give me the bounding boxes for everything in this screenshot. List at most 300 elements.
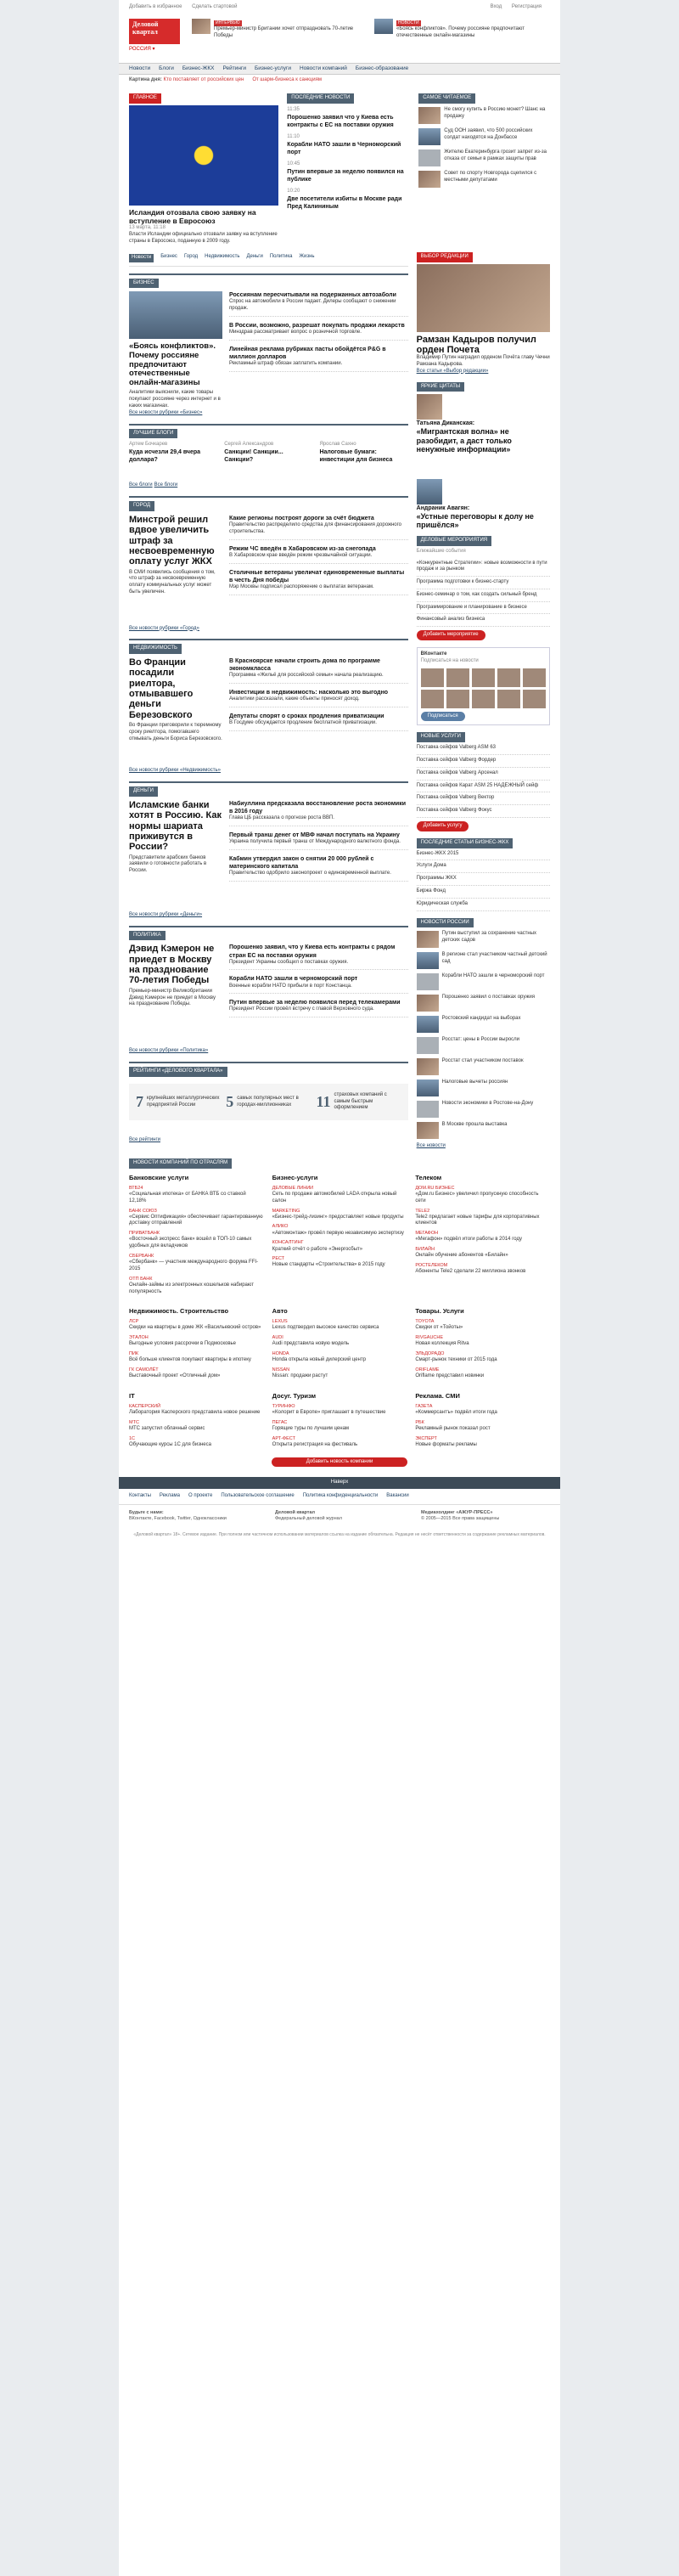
event-item[interactable]: «Конкурентные Стратегии»: новые возможности в пути продаж и за рынком bbox=[417, 558, 550, 578]
service-item[interactable]: Поставка сейфов Valberg Вектор bbox=[417, 792, 550, 805]
news-title: Депутаты спорят о сроках продления приватизации bbox=[229, 713, 384, 720]
feature-article[interactable] bbox=[129, 291, 222, 410]
news-item[interactable] bbox=[229, 800, 408, 826]
company-news-item[interactable] bbox=[129, 1367, 264, 1380]
section-tag: БИЗНЕС bbox=[129, 279, 159, 289]
section-tag: ДЕНЬГИ bbox=[129, 786, 158, 797]
news-text: Корабли НАТО зашли в черноморский порт bbox=[441, 973, 545, 979]
tab-realty[interactable]: Недвижимость bbox=[205, 253, 240, 259]
news-item[interactable] bbox=[229, 291, 408, 317]
company-news-item[interactable] bbox=[415, 1263, 550, 1276]
russia-news-item[interactable] bbox=[417, 1058, 550, 1075]
news-text: Минздрав рассматривает вопрос о розничной торговле. bbox=[229, 330, 362, 335]
company-news-item[interactable] bbox=[415, 1351, 550, 1364]
feature-title: «Боясь конфликтов». Почему россияне предпочитают отечественные онлайн-магазины bbox=[129, 341, 216, 387]
company-news-item[interactable] bbox=[415, 1436, 550, 1449]
nav-item-ratings[interactable]: Рейтинги bbox=[222, 65, 246, 71]
feature-article[interactable] bbox=[129, 657, 222, 742]
service-item[interactable]: Поставка сейфов Карат ASM 25 НАДЕЖНЫЙ сейф bbox=[417, 781, 550, 793]
article-item[interactable]: Бизнес-ЖКХ 2015 bbox=[417, 848, 550, 861]
more-link[interactable]: Все новости bbox=[416, 1143, 446, 1149]
company-news-column bbox=[415, 1392, 550, 1452]
popular-item[interactable] bbox=[418, 171, 550, 188]
news-title: Режим ЧС введён в Хабаровском из-за снегопада bbox=[229, 545, 376, 552]
latest-news bbox=[287, 93, 410, 245]
news-text: Порошенко заявил о поставках оружия bbox=[441, 995, 536, 1001]
blog-title: Налоговые бумаги: инвестиции для бизнеса bbox=[319, 449, 393, 464]
news-item[interactable] bbox=[229, 569, 408, 595]
footer-info-title: Будьте с нами: bbox=[129, 1509, 164, 1515]
company-news-item[interactable] bbox=[415, 1420, 550, 1433]
news-title: Линейная реклама рубриках пасты обойдётся P&G в миллион долларов bbox=[229, 346, 386, 360]
company-news-column bbox=[129, 1174, 264, 1299]
politics-section bbox=[129, 926, 408, 1055]
company-news-item[interactable] bbox=[272, 1335, 407, 1348]
avatar[interactable] bbox=[421, 668, 444, 687]
company-news-text: Новые форматы рекламы bbox=[415, 1441, 477, 1447]
all-blogs-link[interactable]: Все блоги bbox=[129, 482, 153, 488]
russia-news-item[interactable] bbox=[417, 1122, 550, 1139]
add-event-button[interactable]: Добавить мероприятие bbox=[417, 630, 485, 640]
section-tag: ДЕЛОВЫЕ МЕРОПРИЯТИЯ bbox=[417, 536, 491, 546]
subnav-link[interactable]: От шарм-бизнеса к санкциям bbox=[252, 77, 322, 82]
feature-article[interactable] bbox=[129, 515, 222, 600]
company-news-item[interactable] bbox=[129, 1209, 264, 1228]
footer-link[interactable]: Контакты bbox=[129, 1493, 151, 1499]
news-item[interactable] bbox=[229, 944, 408, 970]
nav-item-education[interactable]: Бизнес-образование bbox=[355, 65, 409, 71]
news-text: Спрос на автомобили в России падает. Дилеры сообщают о снижении продаж. bbox=[229, 299, 396, 312]
company-news-text: Nissan: продажи растут bbox=[272, 1373, 328, 1379]
editors-image[interactable] bbox=[417, 264, 550, 332]
news-item[interactable] bbox=[229, 975, 408, 994]
news-item[interactable] bbox=[229, 831, 408, 850]
popular-text: Суд ООН заявил, что 500 российских солдат находятся на Донбассе bbox=[444, 127, 533, 140]
back-to-top[interactable]: Наверх bbox=[119, 1477, 560, 1489]
legal-text: «Деловой квартал» 18+. Сетевое издание. При полном или частичном использовании материалов ссылка на издание обязательна. Редакция не несёт ответственности за содержание рекламных материалов. bbox=[133, 1532, 546, 1538]
money-section bbox=[129, 781, 408, 918]
company-news-item[interactable] bbox=[272, 1319, 407, 1332]
avatar[interactable] bbox=[497, 668, 520, 687]
company-news-text: Абоненты Tele2 сделали 22 миллиона звонков bbox=[415, 1269, 526, 1275]
feature-title: Дэвид Кэмерон не приедет в Москву на празднование 70-летия Победы bbox=[129, 944, 215, 986]
item-title: Путин впервые за неделю появился на публике bbox=[287, 168, 404, 183]
company-news-item[interactable] bbox=[272, 1420, 407, 1433]
region-selector[interactable]: РОССИЯ ▾ bbox=[129, 47, 155, 52]
company-news-item[interactable] bbox=[272, 1256, 407, 1269]
section-tag: НОВЫЕ УСЛУГИ bbox=[417, 732, 465, 742]
company-news-column bbox=[272, 1392, 407, 1452]
company-name: АЛИКО bbox=[272, 1224, 289, 1230]
company-news-item[interactable] bbox=[129, 1420, 264, 1433]
all-ratings-link[interactable]: Все рейтинги bbox=[129, 1137, 160, 1143]
footer-link[interactable]: Политика конфиденциальности bbox=[302, 1493, 379, 1499]
company-name: ГАЗЕТА bbox=[415, 1403, 433, 1409]
company-name: ЭТАЛОН bbox=[129, 1335, 149, 1341]
blog-item[interactable] bbox=[319, 442, 407, 464]
company-news-item[interactable] bbox=[129, 1277, 264, 1296]
news-text: Президент Украины сообщил о поставках оружия. bbox=[229, 959, 349, 965]
news-item[interactable] bbox=[229, 999, 408, 1017]
company-news-category[interactable]: Банковские услуги bbox=[129, 1174, 189, 1182]
item-time: 10:45 bbox=[287, 161, 300, 166]
russia-news-item[interactable] bbox=[417, 1016, 550, 1033]
vk-subscribe-button[interactable]: Подписаться bbox=[421, 712, 465, 722]
news-thumbnail bbox=[192, 19, 210, 34]
company-news-category[interactable]: Бизнес-услуги bbox=[272, 1174, 318, 1182]
service-item[interactable]: Поставка сейфов Valberg Фордер bbox=[417, 755, 550, 768]
avatar[interactable] bbox=[497, 690, 520, 708]
company-news-category[interactable]: Товары. Услуги bbox=[415, 1307, 464, 1316]
service-item[interactable]: Поставка сейфов Valberg Фокус bbox=[417, 805, 550, 818]
news-title: Первый транш денег от МВФ начал поступать на Украину bbox=[229, 832, 400, 838]
company-news-item[interactable] bbox=[415, 1247, 550, 1260]
vk-title: ВКонтакте bbox=[420, 651, 447, 657]
more-link[interactable]: Все новости рубрики «Город» bbox=[129, 625, 199, 631]
tab-business[interactable]: Бизнес bbox=[160, 253, 177, 259]
tab-politics[interactable]: Политика bbox=[269, 253, 293, 259]
company-news-item[interactable] bbox=[272, 1436, 407, 1449]
item-time: 10:20 bbox=[287, 188, 300, 194]
news-title: Столичные ветераны увеличат единовременные выплаты в честь Дня победы bbox=[229, 569, 405, 583]
popular-text: Не смогу купить в Россию монет? Шанс на продажу bbox=[444, 106, 546, 119]
hero-title[interactable]: Исландия отозвала свою заявку на вступление в Евросоюз bbox=[129, 207, 256, 225]
news-item[interactable] bbox=[229, 515, 408, 540]
company-news-item[interactable] bbox=[415, 1231, 550, 1243]
footer-link[interactable]: О проекте bbox=[188, 1493, 213, 1499]
site-header bbox=[119, 15, 560, 63]
russia-news-box bbox=[417, 918, 550, 1151]
company-news-item[interactable] bbox=[415, 1367, 550, 1380]
news-title: Кабмин утвердил закон о снятии 20 000 рублей с материнского капитала bbox=[229, 855, 374, 870]
russia-news-item[interactable] bbox=[417, 1101, 550, 1118]
company-news-text: Обучающие курсы 1С для бизнеса bbox=[129, 1441, 211, 1447]
company-name: 1С bbox=[129, 1435, 136, 1441]
russia-news-item[interactable] bbox=[417, 973, 550, 990]
section-tag: НОВОСТИ РОССИИ bbox=[417, 918, 474, 928]
content-row bbox=[119, 245, 560, 1151]
add-company-news-button[interactable]: Добавить новость компании bbox=[272, 1457, 407, 1468]
subnav-link[interactable]: Кто поставляет от российских цен bbox=[163, 77, 244, 82]
quote-author: Татьяна Диканская: bbox=[416, 420, 475, 427]
favorite-link[interactable]: Добавить в избранное bbox=[129, 4, 182, 10]
nav-item-news[interactable]: Новости bbox=[129, 65, 151, 71]
avatar[interactable] bbox=[446, 668, 469, 687]
company-news-text: Honda открыла новый дилерский центр bbox=[272, 1357, 367, 1363]
company-name: ПИК bbox=[129, 1351, 139, 1357]
news-item[interactable] bbox=[229, 346, 408, 372]
company-news-item[interactable] bbox=[129, 1319, 264, 1332]
event-item[interactable]: Программа подготовки к бизнес-старту bbox=[417, 577, 550, 589]
quote-avatar bbox=[417, 479, 442, 504]
news-item[interactable] bbox=[229, 689, 408, 707]
news-text: Росстат: цены в России выросли bbox=[441, 1037, 520, 1043]
news-title: Набиуллина предсказала восстановление роста экономики в 2016 году bbox=[229, 801, 407, 815]
company-news-item[interactable] bbox=[272, 1404, 407, 1417]
blog-author: Артем Бочкарев bbox=[129, 442, 168, 448]
popular-text: Жителю Екатеринбурга грозит запрет из-за отказа от семьи в рамках защиты прав bbox=[444, 149, 547, 161]
popular-item[interactable] bbox=[418, 128, 550, 145]
company-news-text: Lexus подтвердил высокое качество сервиса bbox=[272, 1325, 379, 1331]
blog-title: Куда исчезли 29,4 вчера доллара? bbox=[129, 449, 201, 464]
company-name: БАНК СОЮЗ bbox=[129, 1208, 157, 1214]
news-list bbox=[229, 657, 408, 742]
feature-image bbox=[129, 291, 222, 339]
more-link[interactable]: Все новости рубрики «Недвижимость» bbox=[129, 768, 221, 774]
realty-section bbox=[129, 639, 408, 775]
company-news-category[interactable]: Авто bbox=[272, 1307, 288, 1316]
avatar[interactable] bbox=[472, 668, 495, 687]
more-link[interactable]: Все новости рубрики «Политика» bbox=[129, 1048, 209, 1054]
company-news-item[interactable] bbox=[129, 1351, 264, 1364]
tab-money[interactable]: Деньги bbox=[246, 253, 263, 259]
item-time: 11:10 bbox=[287, 133, 300, 139]
page bbox=[119, 0, 560, 2576]
company-news-item[interactable] bbox=[272, 1186, 407, 1205]
company-news-text: «Коммерсантъ» подвёл итоги года bbox=[415, 1409, 497, 1415]
news-title: В России, возможно, разрешат покупать продажи лекарств bbox=[229, 323, 405, 329]
news-title: Корабли НАТО зашли в черноморский порт bbox=[229, 976, 358, 983]
company-news-text: Лаборатория Касперского представила новое решение bbox=[129, 1409, 261, 1415]
company-news-item[interactable] bbox=[129, 1436, 264, 1449]
latest-item[interactable] bbox=[287, 134, 410, 156]
add-service-button[interactable]: Добавить услугу bbox=[417, 821, 469, 831]
company-news-item[interactable] bbox=[129, 1254, 264, 1273]
latest-item[interactable] bbox=[287, 189, 410, 211]
section-tag: ЛУЧШИЕ БЛОГИ bbox=[129, 429, 177, 439]
rating-number: 5 bbox=[226, 1092, 234, 1110]
news-title: Инвестиции в недвижимость: насколько это выгодно bbox=[229, 690, 389, 696]
latest-tag: ПОСЛЕДНИЕ НОВОСТИ bbox=[287, 93, 354, 104]
quote-text[interactable]: «Мигрантская волна» не разобидит, а даст только ненужные информации» bbox=[416, 427, 512, 454]
company-news-column bbox=[415, 1174, 550, 1299]
company-news-item[interactable] bbox=[129, 1404, 264, 1417]
company-news-item[interactable] bbox=[272, 1351, 407, 1364]
feature-article[interactable] bbox=[129, 944, 222, 1023]
business-section bbox=[129, 273, 408, 417]
events-filter[interactable]: Ближайшие события bbox=[416, 548, 466, 554]
tab-life[interactable]: Жизнь bbox=[299, 253, 315, 259]
company-news-column bbox=[272, 1174, 407, 1299]
popular-thumb bbox=[418, 171, 441, 188]
company-news-text: Audi представила новую модель bbox=[272, 1341, 350, 1347]
company-news-category[interactable]: Реклама. СМИ bbox=[415, 1391, 460, 1400]
avatar[interactable] bbox=[421, 690, 444, 708]
company-news-text: Онлайн обучение абонентов «Билайн» bbox=[415, 1253, 508, 1259]
blog-author: Ярослав Сахно bbox=[319, 442, 356, 448]
nav-item-business[interactable]: Бизнес-ЖКХ bbox=[182, 65, 215, 71]
blog-author: Сергей Александров bbox=[224, 442, 274, 448]
company-news-item[interactable] bbox=[272, 1240, 407, 1253]
news-thumb bbox=[417, 931, 439, 948]
footer-link[interactable]: Пользовательское соглашение bbox=[221, 1493, 295, 1499]
company-name: СБЕРБАНК bbox=[129, 1253, 154, 1259]
company-news-text: Выгодные условия рассрочки в Подмосковье bbox=[129, 1341, 236, 1347]
service-item[interactable]: Поставка сейфов Valberg ASM 63 bbox=[417, 742, 550, 755]
tab-city[interactable]: Город bbox=[183, 253, 199, 259]
item-time: 11:35 bbox=[287, 106, 300, 112]
latest-item[interactable] bbox=[287, 107, 410, 129]
company-news-item[interactable] bbox=[415, 1335, 550, 1348]
company-news-item[interactable] bbox=[415, 1319, 550, 1332]
site-logo[interactable] bbox=[129, 19, 180, 44]
news-item[interactable] bbox=[229, 322, 408, 341]
city-section bbox=[129, 496, 408, 632]
rating-item[interactable] bbox=[226, 1092, 311, 1112]
main-column bbox=[129, 245, 408, 1151]
news-thumb bbox=[417, 952, 439, 969]
company-news-item[interactable] bbox=[415, 1404, 550, 1417]
company-news-text: «Автомонтаж» провёл первую независимую экспертизу bbox=[272, 1230, 404, 1236]
company-news-text: «Восточный экспресс банк» вошёл в ТОП-10 самых удобных для вкладчиков bbox=[129, 1237, 252, 1249]
main-nav bbox=[119, 63, 560, 75]
tab-news[interactable]: Новости bbox=[129, 254, 154, 262]
footer-info-title: Медиахолдинг «АЖУР-ПРЕСС» bbox=[421, 1509, 493, 1515]
article-item[interactable]: Услуги Дома bbox=[417, 860, 550, 873]
company-news-item[interactable] bbox=[129, 1231, 264, 1250]
company-news-text: Открыта регистрация на фестиваль bbox=[272, 1441, 358, 1447]
rating-item[interactable] bbox=[316, 1092, 401, 1112]
footer-info-text: © 2005—2015 Все права защищены bbox=[421, 1516, 500, 1522]
company-news-category[interactable]: Телеком bbox=[415, 1174, 442, 1182]
editors-title[interactable]: Рамзан Кадыров получил орден Почета bbox=[416, 334, 536, 355]
register-link[interactable]: Регистрация bbox=[511, 4, 542, 10]
article-item[interactable]: Программы ЖКХ bbox=[417, 873, 550, 886]
blogs-section bbox=[129, 424, 408, 490]
company-name: LEXUS bbox=[272, 1319, 288, 1325]
company-news-item[interactable] bbox=[272, 1224, 407, 1237]
hero-tag: ГЛАВНОЕ bbox=[129, 93, 161, 104]
russia-news-item[interactable] bbox=[417, 1079, 550, 1096]
company-name: МЕГАФОН bbox=[415, 1231, 439, 1237]
more-link[interactable]: Все новости рубрики «Бизнес» bbox=[129, 409, 203, 415]
russia-news-item[interactable] bbox=[417, 931, 550, 948]
news-text: Правительство одобрило законопроект о единовременной выплате. bbox=[229, 871, 391, 877]
company-news-text: Новые стандарты «Строительства» в 2015 году bbox=[272, 1262, 385, 1268]
news-text: Украина получила первый транш от Международного валютного фонда. bbox=[229, 839, 401, 845]
company-news-item[interactable] bbox=[129, 1186, 264, 1205]
section-tag: ГОРОД bbox=[129, 501, 154, 511]
login-link[interactable]: Вход bbox=[490, 4, 502, 10]
nav-item-services[interactable]: Бизнес-услуги bbox=[254, 65, 291, 71]
company-news-category[interactable]: Недвижимость. Строительство bbox=[129, 1307, 229, 1316]
footer-link[interactable]: Реклама bbox=[159, 1493, 180, 1499]
vk-widget bbox=[417, 647, 550, 725]
quote-author: Андраник Авагян: bbox=[416, 504, 470, 511]
company-news-text: «Дом.ru Бизнес» увеличил пропускную способность сети bbox=[415, 1191, 539, 1203]
hero-block bbox=[129, 93, 278, 245]
news-item[interactable] bbox=[229, 713, 408, 731]
company-news-item[interactable] bbox=[272, 1209, 407, 1221]
header-news bbox=[192, 19, 550, 40]
section-tag: НОВОСТИ КОМПАНИЙ ПО ОТРАСЛЯМ bbox=[129, 1158, 232, 1169]
popular-tag: САМОЕ ЧИТАЕМОЕ bbox=[418, 93, 475, 104]
feature-article[interactable] bbox=[129, 800, 222, 887]
latest-item[interactable] bbox=[287, 161, 410, 183]
nav-item-company-news[interactable]: Новости компаний bbox=[299, 65, 347, 71]
news-item[interactable] bbox=[229, 657, 408, 684]
hero-row bbox=[119, 93, 560, 245]
service-item[interactable]: Поставка сейфов Valberg Арсенал bbox=[417, 768, 550, 781]
company-news-category[interactable]: Досуг. Туризм bbox=[272, 1391, 317, 1400]
editors-text: Владимир Путин наградил орденом Почёта главу Чечни Рамзана Кадырова. bbox=[416, 355, 550, 367]
rating-item[interactable] bbox=[136, 1092, 221, 1112]
popular-item[interactable] bbox=[418, 149, 550, 166]
last-articles-box bbox=[417, 838, 550, 911]
news-item[interactable] bbox=[229, 855, 408, 882]
popular-item[interactable] bbox=[418, 107, 550, 124]
item-title: Порошенко заявил что у Киева есть контракты с ЕС на поставки оружия bbox=[287, 114, 394, 128]
avatar[interactable] bbox=[446, 690, 469, 708]
avatar[interactable] bbox=[472, 690, 495, 708]
company-news-item[interactable] bbox=[415, 1209, 550, 1228]
news-thumb bbox=[417, 1122, 439, 1139]
company-news-text: Горящие туры по лучшим ценам bbox=[272, 1425, 350, 1431]
company-news-category[interactable]: IT bbox=[129, 1391, 135, 1400]
russia-news-item[interactable] bbox=[417, 952, 550, 969]
news-text: Новости экономики в Ростове-на-Дону bbox=[441, 1101, 534, 1107]
article-item[interactable]: Юридическая служба bbox=[417, 899, 550, 911]
header-news-item[interactable] bbox=[374, 19, 550, 40]
more-link[interactable]: Все статьи «Выбор редакции» bbox=[416, 368, 489, 374]
hero-image[interactable] bbox=[129, 105, 278, 206]
company-name: ОТП БАНК bbox=[129, 1276, 153, 1282]
blog-item[interactable] bbox=[129, 442, 217, 464]
feature-text: Премьер-министр Великобритании Дэвид Кэмерон не приедет в Москву на празднование Победы. bbox=[129, 988, 216, 1007]
news-thumb bbox=[417, 995, 439, 1012]
company-name: ДЕЛОВЫЕ ЛИНИИ bbox=[272, 1185, 314, 1191]
event-item[interactable]: Бизнес-семинар о том, как создать сильный бренд bbox=[417, 589, 550, 602]
news-text: Премьер-министр Британии хочет отпраздновать 70-летие Победы bbox=[214, 26, 354, 38]
company-news-text: «Сервис Оптификация» обеспечивает гарантированную доставку отправлений bbox=[129, 1214, 263, 1226]
footer-link[interactable]: Вакансии bbox=[386, 1493, 409, 1499]
blog-item[interactable] bbox=[224, 442, 312, 464]
popular-thumb bbox=[418, 128, 441, 145]
event-item[interactable]: Финансовый анализ бизнеса bbox=[417, 614, 550, 627]
quote-text[interactable]: «Устные переговоры к долу не пришёлся» bbox=[416, 511, 534, 529]
article-item[interactable]: Биржа Фонд bbox=[417, 886, 550, 899]
news-text: Росстат стал участником поставок bbox=[441, 1058, 524, 1064]
popular-thumb bbox=[418, 149, 441, 166]
news-list bbox=[229, 515, 408, 600]
quotes-box bbox=[417, 382, 550, 529]
news-text: Рекламный штраф обязан заплатить компании. bbox=[229, 361, 343, 367]
news-item[interactable] bbox=[229, 545, 408, 564]
top-bar bbox=[119, 0, 560, 15]
company-news-item[interactable] bbox=[415, 1186, 550, 1205]
nav-item-blogs[interactable]: Блоги bbox=[159, 65, 174, 71]
rating-text: самых популярных мест в городах-миллионниках bbox=[237, 1095, 299, 1108]
russia-news-item[interactable] bbox=[417, 1037, 550, 1054]
russia-news-item[interactable] bbox=[417, 995, 550, 1012]
company-news-text: Смарт-рынок техники от 2015 года bbox=[415, 1357, 497, 1363]
company-news-text: Рекламный рынок показал рост bbox=[415, 1425, 491, 1431]
avatar[interactable] bbox=[523, 690, 546, 708]
all-blogs-link[interactable]: Все блоги bbox=[154, 482, 178, 488]
company-news-column bbox=[129, 1392, 264, 1452]
avatar[interactable] bbox=[523, 668, 546, 687]
news-list bbox=[229, 800, 408, 887]
company-name: TOYOTA bbox=[415, 1319, 435, 1325]
news-text: Правительство распределило средства для финансирования дорожного строительства. bbox=[229, 522, 402, 534]
more-link[interactable]: Все новости рубрики «Деньги» bbox=[129, 911, 203, 917]
company-news-item[interactable] bbox=[129, 1335, 264, 1348]
homepage-link[interactable]: Сделать стартовой bbox=[192, 4, 238, 10]
company-news-column bbox=[272, 1307, 407, 1384]
company-news-item[interactable] bbox=[272, 1367, 407, 1380]
event-item[interactable]: Программирование и планирование в бизнесе bbox=[417, 602, 550, 615]
header-news-item[interactable] bbox=[192, 19, 368, 40]
